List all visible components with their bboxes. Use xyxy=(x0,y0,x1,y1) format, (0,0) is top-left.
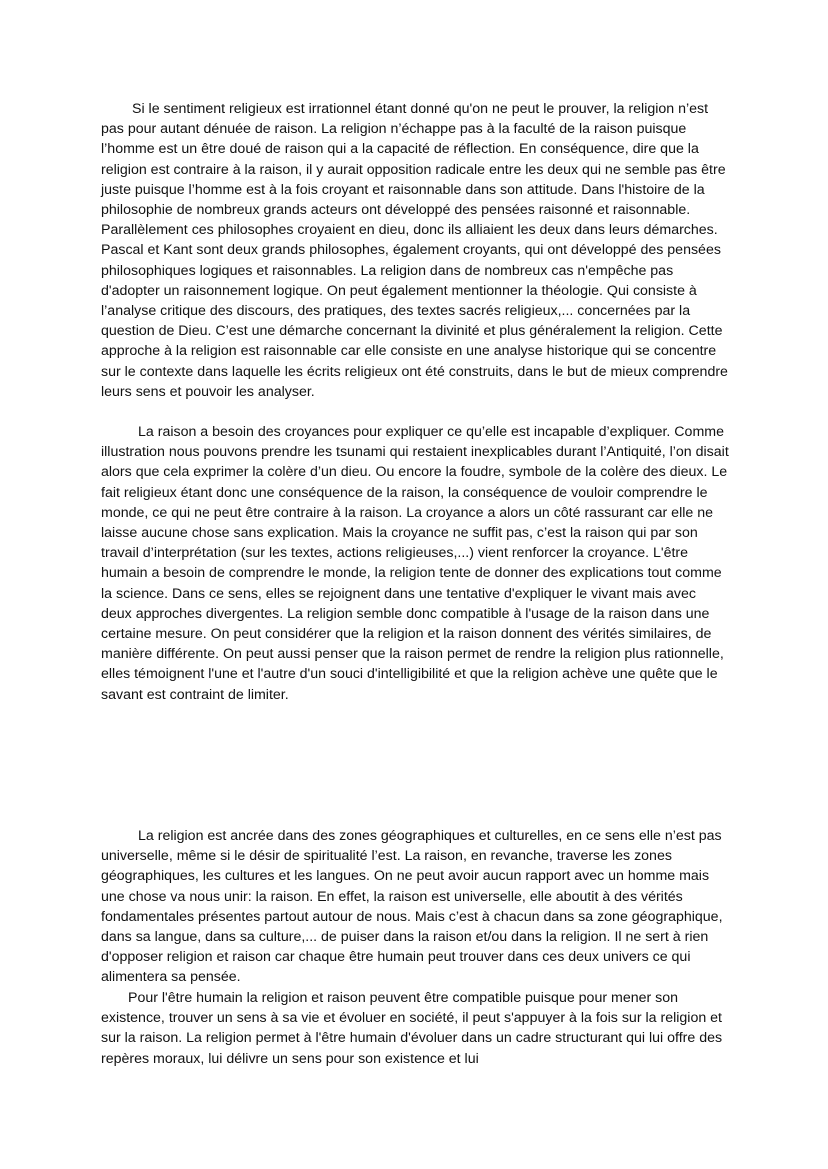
paragraph-beliefs-explanation: La raison a besoin des croyances pour expliquer ce qu’elle est incapable d’expliquer. Comme illustration nous pouvons prendre les tsunami qui restaient inexplicables durant l’Antiquité, l’on disait alors que cela exprimer la colère d’un dieu. Ou encore la foudre, symbole de la colère des dieux. Le fait religieux étant donc une conséquence de la raison, la conséquence de vouloir comprendre le monde, ce qui ne peut être contraire à la raison. La croyance a alors un côté rassurant car elle ne laisse aucune chose sans explication. Mais la croyance ne suffit pas, c’est la raison qui par son travail d’interprétation (sur les textes, actions religieuses,...) vient renforcer la croyance. L'être humain a besoin de comprendre le monde, la religion tente de donner des explications tout comme la science. Dans ce sens, elles se rejoignent dans une tentative d'expliquer le vivant mais avec deux approches divergentes. La religion semble donc compatible à l'usage de la raison dans une certaine mesure. On peut considérer que la religion et la raison donnent des vérités similaires, de manière différente. On peut aussi penser que la raison permet de rendre la religion plus rationnelle, elles témoignent l'une et l'autre d'un souci d'intelligibilité et que la religion achève une quête que le savant est contraint de limiter. xyxy=(101,424,729,703)
paragraph-compatibility: Pour l'être humain la religion et raison peuvent être compatible puisque pour mener son existence, trouver un sens à sa vie et évoluer en société, il peut s'appuyer à la fois sur la religion et sur la raison. La religion permet à l'être humain d'évoluer dans un cadre structurant qui lui offre des repères moraux, lui délivre un sens pour son existence et lui xyxy=(101,990,723,1067)
paragraph-reason-and-religion: Si le sentiment religieux est irrationnel étant donné qu'on ne peut le prouver, la religion n’est pas pour autant dénuée de raison. La religion n’échappe pas à la faculté de la raison puisque l’homme est un être doué de raison qui a la capacité de réflection. En conséquence, dire que la religion est contraire à la raison, il y aurait opposition radicale entre les deux qui ne semble pas être juste puisque l’homme est à la fois croyant et raisonnable dans son attitude. Dans l'histoire de la philosophie de nombreux grands acteurs ont développé des pensées raisonné et raisonnable. Parallèlement ces philosophes croyaient en dieu, donc ils alliaient les deux dans leurs démarches. Pascal et Kant sont deux grands philosophes, également croyants, qui ont développé des pensées philosophiques logiques et raisonnables. La religion dans de nombreux cas n'empêche pas d'adopter un raisonnement logique. On peut également mentionner la théologie. Qui consiste à l’analyse critique des discours, des pratiques, des textes sacrés religieux,... concernées par la question de Dieu. C’est une démarche concernant la divinité et plus généralement la religion. Cette approche à la religion est raisonnable car elle consiste en une analyse historique qui se concentre sur le contexte dans laquelle les écrits religieux ont été construits, dans le but de mieux comprendre leurs sens et pouvoir les analyser. xyxy=(101,101,728,400)
paragraph-universality: La religion est ancrée dans des zones géographiques et culturelles, en ce sens elle n’est pas universelle, même si le désir de spiritualité l’est. La raison, en revanche, traverse les zones géographiques, les cultures et les langues. On ne peut avoir aucun rapport avec un homme mais une chose va nous unir: la raison. En effet, la raison est universelle, elle aboutit à des vérités fondamentales présentes partout autour de nous. Mais c’est à chacun dans sa zone géographique, dans sa langue, dans sa culture,... de puiser dans la raison et/ou dans la religion. Il ne sert à rien d'opposer religion et raison car chaque être humain peut trouver dans ces deux univers ce qui alimentera sa pensée. xyxy=(101,828,723,986)
